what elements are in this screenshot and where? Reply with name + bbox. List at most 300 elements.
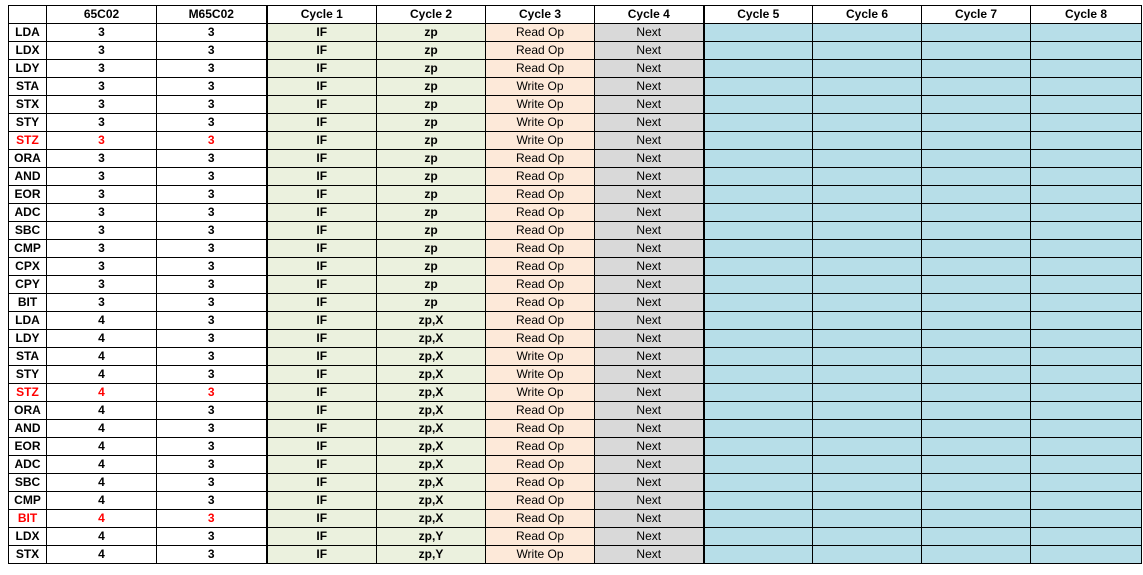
cycle-6-cell <box>813 366 922 384</box>
opcode-cell: LDY <box>9 60 47 78</box>
cycle-4-cell: Next <box>595 348 704 366</box>
cycle-7-cell <box>922 96 1031 114</box>
count-m65c02-cell: 3 <box>157 546 267 564</box>
count-65c02-cell: 3 <box>47 132 157 150</box>
cycle-1-cell: IF <box>267 456 377 474</box>
cycle-4-cell: Next <box>595 384 704 402</box>
cycle-2-cell: zp <box>377 42 486 60</box>
cycle-7-cell <box>922 294 1031 312</box>
cycle-7-cell <box>922 258 1031 276</box>
cycle-5-cell <box>704 312 813 330</box>
cycle-3-cell: Read Op <box>486 492 595 510</box>
cycle-7-cell <box>922 348 1031 366</box>
cycle-1-cell: IF <box>267 384 377 402</box>
cycle-3-cell: Write Op <box>486 132 595 150</box>
count-m65c02-cell: 3 <box>157 42 267 60</box>
count-65c02-cell: 4 <box>47 528 157 546</box>
cycle-4-cell: Next <box>595 114 704 132</box>
table-row <box>9 384 1142 402</box>
opcode-cell: ADC <box>9 204 47 222</box>
cycle-7-cell <box>922 474 1031 492</box>
cycle-1-cell: IF <box>267 330 377 348</box>
count-m65c02-cell: 3 <box>157 258 267 276</box>
count-65c02-cell: 4 <box>47 384 157 402</box>
cycle-1-cell: IF <box>267 96 377 114</box>
cycle-2-cell: zp,X <box>377 348 486 366</box>
cycle-5-cell <box>704 150 813 168</box>
cycle-4-cell: Next <box>595 186 704 204</box>
cycle-4-cell: Next <box>595 276 704 294</box>
count-65c02-cell: 3 <box>47 114 157 132</box>
cycle-5-cell <box>704 114 813 132</box>
cycle-6-cell <box>813 276 922 294</box>
opcode-cell: BIT <box>9 294 47 312</box>
cycle-8-cell <box>1031 24 1142 42</box>
cycle-1-cell: IF <box>267 294 377 312</box>
cycle-8-cell <box>1031 258 1142 276</box>
count-m65c02-cell: 3 <box>157 168 267 186</box>
cycle-6-cell <box>813 330 922 348</box>
cycle-6-cell <box>813 150 922 168</box>
cycle-2-cell: zp <box>377 24 486 42</box>
table-row <box>9 330 1142 348</box>
header-cycle-5: Cycle 5 <box>704 6 813 24</box>
cycle-3-cell: Read Op <box>486 294 595 312</box>
opcode-cell: LDA <box>9 24 47 42</box>
cycle-4-cell: Next <box>595 96 704 114</box>
cycle-2-cell: zp,X <box>377 384 486 402</box>
cycle-5-cell <box>704 258 813 276</box>
table-row <box>9 492 1142 510</box>
cycle-3-cell: Write Op <box>486 114 595 132</box>
table-row <box>9 186 1142 204</box>
cycle-6-cell <box>813 456 922 474</box>
cycle-1-cell: IF <box>267 150 377 168</box>
table-row <box>9 474 1142 492</box>
count-m65c02-cell: 3 <box>157 24 267 42</box>
count-65c02-cell: 3 <box>47 60 157 78</box>
cycle-2-cell: zp <box>377 204 486 222</box>
cycle-7-cell <box>922 150 1031 168</box>
count-65c02-cell: 3 <box>47 150 157 168</box>
cycle-3-cell: Read Op <box>486 276 595 294</box>
cycle-6-cell <box>813 258 922 276</box>
cycle-7-cell <box>922 366 1031 384</box>
cycle-1-cell: IF <box>267 276 377 294</box>
cycle-8-cell <box>1031 150 1142 168</box>
cycle-3-cell: Write Op <box>486 96 595 114</box>
cycle-7-cell <box>922 78 1031 96</box>
table-row <box>9 456 1142 474</box>
count-65c02-cell: 4 <box>47 546 157 564</box>
cycle-4-cell: Next <box>595 150 704 168</box>
cycle-4-cell: Next <box>595 492 704 510</box>
count-65c02-cell: 4 <box>47 312 157 330</box>
opcode-cell: STA <box>9 348 47 366</box>
table-row <box>9 312 1142 330</box>
count-65c02-cell: 4 <box>47 348 157 366</box>
opcode-cell: CMP <box>9 492 47 510</box>
table-row <box>9 276 1142 294</box>
cycle-7-cell <box>922 168 1031 186</box>
cycle-6-cell <box>813 492 922 510</box>
cycle-7-cell <box>922 42 1031 60</box>
cycle-4-cell: Next <box>595 546 704 564</box>
cycle-1-cell: IF <box>267 348 377 366</box>
cycle-6-cell <box>813 546 922 564</box>
count-65c02-cell: 3 <box>47 78 157 96</box>
cycle-1-cell: IF <box>267 114 377 132</box>
cycle-8-cell <box>1031 78 1142 96</box>
opcode-cell: STY <box>9 114 47 132</box>
cycle-2-cell: zp <box>377 114 486 132</box>
cycle-4-cell: Next <box>595 240 704 258</box>
cycle-1-cell: IF <box>267 312 377 330</box>
cycle-6-cell <box>813 60 922 78</box>
cycle-2-cell: zp <box>377 222 486 240</box>
cycle-4-cell: Next <box>595 168 704 186</box>
opcode-cell: SBC <box>9 222 47 240</box>
opcode-cell: STX <box>9 546 47 564</box>
cycle-2-cell: zp,X <box>377 492 486 510</box>
count-m65c02-cell: 3 <box>157 528 267 546</box>
cycle-4-cell: Next <box>595 258 704 276</box>
cycle-3-cell: Read Op <box>486 330 595 348</box>
count-65c02-cell: 3 <box>47 204 157 222</box>
count-m65c02-cell: 3 <box>157 474 267 492</box>
opcode-cell: LDY <box>9 330 47 348</box>
cycle-7-cell <box>922 492 1031 510</box>
cycle-4-cell: Next <box>595 402 704 420</box>
header-65c02: 65C02 <box>47 6 157 24</box>
cycle-3-cell: Read Op <box>486 438 595 456</box>
cycle-8-cell <box>1031 474 1142 492</box>
cycle-6-cell <box>813 510 922 528</box>
count-65c02-cell: 3 <box>47 258 157 276</box>
cycle-5-cell <box>704 42 813 60</box>
cycle-2-cell: zp <box>377 294 486 312</box>
cycle-2-cell: zp,Y <box>377 546 486 564</box>
cycle-5-cell <box>704 474 813 492</box>
cycle-5-cell <box>704 456 813 474</box>
cycle-4-cell: Next <box>595 366 704 384</box>
cycle-8-cell <box>1031 114 1142 132</box>
cycle-5-cell <box>704 438 813 456</box>
cycle-3-cell: Write Op <box>486 546 595 564</box>
count-65c02-cell: 4 <box>47 510 157 528</box>
cycle-4-cell: Next <box>595 420 704 438</box>
opcode-cell: SBC <box>9 474 47 492</box>
cycle-2-cell: zp,X <box>377 474 486 492</box>
cycle-8-cell <box>1031 60 1142 78</box>
table-row <box>9 240 1142 258</box>
cycle-4-cell: Next <box>595 330 704 348</box>
cycle-6-cell <box>813 24 922 42</box>
count-65c02-cell: 4 <box>47 330 157 348</box>
table-row <box>9 294 1142 312</box>
cycle-4-cell: Next <box>595 42 704 60</box>
count-m65c02-cell: 3 <box>157 294 267 312</box>
count-65c02-cell: 3 <box>47 168 157 186</box>
cycle-7-cell <box>922 528 1031 546</box>
cycle-8-cell <box>1031 240 1142 258</box>
count-m65c02-cell: 3 <box>157 276 267 294</box>
opcode-cell: STX <box>9 96 47 114</box>
count-65c02-cell: 3 <box>47 276 157 294</box>
cycle-5-cell <box>704 96 813 114</box>
count-65c02-cell: 3 <box>47 222 157 240</box>
count-m65c02-cell: 3 <box>157 420 267 438</box>
cycle-5-cell <box>704 168 813 186</box>
cycle-8-cell <box>1031 402 1142 420</box>
cycle-2-cell: zp,X <box>377 312 486 330</box>
header-cycle-7: Cycle 7 <box>922 6 1031 24</box>
count-m65c02-cell: 3 <box>157 510 267 528</box>
cycle-3-cell: Read Op <box>486 312 595 330</box>
cycle-5-cell <box>704 60 813 78</box>
cycle-7-cell <box>922 222 1031 240</box>
cycle-3-cell: Read Op <box>486 474 595 492</box>
count-m65c02-cell: 3 <box>157 456 267 474</box>
cycle-2-cell: zp <box>377 168 486 186</box>
cycle-1-cell: IF <box>267 240 377 258</box>
header-cycle-8: Cycle 8 <box>1031 6 1142 24</box>
count-m65c02-cell: 3 <box>157 150 267 168</box>
cycle-4-cell: Next <box>595 78 704 96</box>
cycle-4-cell: Next <box>595 60 704 78</box>
cycle-8-cell <box>1031 204 1142 222</box>
table-row <box>9 402 1142 420</box>
cycle-1-cell: IF <box>267 222 377 240</box>
cycle-3-cell: Read Op <box>486 510 595 528</box>
cycle-1-cell: IF <box>267 204 377 222</box>
cycle-6-cell <box>813 204 922 222</box>
count-65c02-cell: 4 <box>47 438 157 456</box>
table-row <box>9 222 1142 240</box>
cycle-1-cell: IF <box>267 78 377 96</box>
opcode-cell: STY <box>9 366 47 384</box>
count-65c02-cell: 4 <box>47 474 157 492</box>
count-m65c02-cell: 3 <box>157 114 267 132</box>
table-row <box>9 24 1142 42</box>
table-row <box>9 366 1142 384</box>
count-65c02-cell: 3 <box>47 24 157 42</box>
cycle-6-cell <box>813 78 922 96</box>
cycle-1-cell: IF <box>267 546 377 564</box>
cycle-7-cell <box>922 510 1031 528</box>
cycle-4-cell: Next <box>595 24 704 42</box>
cycle-6-cell <box>813 42 922 60</box>
cycle-3-cell: Read Op <box>486 240 595 258</box>
cycle-5-cell <box>704 366 813 384</box>
cycle-8-cell <box>1031 510 1142 528</box>
cycle-2-cell: zp,X <box>377 510 486 528</box>
cycle-8-cell <box>1031 528 1142 546</box>
cycle-2-cell: zp,Y <box>377 528 486 546</box>
cycle-6-cell <box>813 474 922 492</box>
count-65c02-cell: 4 <box>47 366 157 384</box>
opcode-cell: CPY <box>9 276 47 294</box>
table-row <box>9 78 1142 96</box>
cycle-8-cell <box>1031 366 1142 384</box>
cycle-5-cell <box>704 330 813 348</box>
cycle-6-cell <box>813 96 922 114</box>
opcode-cell: AND <box>9 168 47 186</box>
cycle-7-cell <box>922 384 1031 402</box>
opcode-cell: CPX <box>9 258 47 276</box>
cycle-2-cell: zp,X <box>377 420 486 438</box>
count-m65c02-cell: 3 <box>157 78 267 96</box>
header-cycle-2: Cycle 2 <box>377 6 486 24</box>
table-row <box>9 168 1142 186</box>
cycle-6-cell <box>813 348 922 366</box>
cycle-4-cell: Next <box>595 294 704 312</box>
count-65c02-cell: 3 <box>47 294 157 312</box>
cycle-7-cell <box>922 312 1031 330</box>
cycle-5-cell <box>704 546 813 564</box>
cycle-1-cell: IF <box>267 510 377 528</box>
cycle-8-cell <box>1031 420 1142 438</box>
cycle-7-cell <box>922 438 1031 456</box>
cycle-6-cell <box>813 222 922 240</box>
cycle-7-cell <box>922 330 1031 348</box>
cycle-2-cell: zp <box>377 240 486 258</box>
header-cycle-3: Cycle 3 <box>486 6 595 24</box>
cycle-5-cell <box>704 402 813 420</box>
cycle-8-cell <box>1031 222 1142 240</box>
table-row <box>9 438 1142 456</box>
table-row <box>9 96 1142 114</box>
count-m65c02-cell: 3 <box>157 204 267 222</box>
cycle-2-cell: zp <box>377 78 486 96</box>
cycle-1-cell: IF <box>267 420 377 438</box>
cycle-4-cell: Next <box>595 222 704 240</box>
opcode-cell: EOR <box>9 186 47 204</box>
cycle-5-cell <box>704 492 813 510</box>
count-m65c02-cell: 3 <box>157 348 267 366</box>
count-65c02-cell: 4 <box>47 420 157 438</box>
count-m65c02-cell: 3 <box>157 222 267 240</box>
cycle-1-cell: IF <box>267 24 377 42</box>
cycle-2-cell: zp,X <box>377 456 486 474</box>
cycle-1-cell: IF <box>267 438 377 456</box>
cycle-2-cell: zp <box>377 96 486 114</box>
header-cycle-6: Cycle 6 <box>813 6 922 24</box>
cycle-3-cell: Read Op <box>486 222 595 240</box>
cycle-6-cell <box>813 384 922 402</box>
count-m65c02-cell: 3 <box>157 330 267 348</box>
cycle-7-cell <box>922 546 1031 564</box>
count-m65c02-cell: 3 <box>157 366 267 384</box>
cycle-3-cell: Write Op <box>486 384 595 402</box>
cycle-4-cell: Next <box>595 456 704 474</box>
cycle-7-cell <box>922 402 1031 420</box>
cycle-5-cell <box>704 240 813 258</box>
cycle-3-cell: Read Op <box>486 186 595 204</box>
cycle-6-cell <box>813 402 922 420</box>
cycle-6-cell <box>813 168 922 186</box>
cycle-8-cell <box>1031 276 1142 294</box>
cycle-7-cell <box>922 420 1031 438</box>
cycle-8-cell <box>1031 456 1142 474</box>
cycle-8-cell <box>1031 168 1142 186</box>
cycle-3-cell: Write Op <box>486 348 595 366</box>
cycle-8-cell <box>1031 42 1142 60</box>
count-m65c02-cell: 3 <box>157 384 267 402</box>
cycle-5-cell <box>704 186 813 204</box>
cycle-8-cell <box>1031 492 1142 510</box>
cycle-8-cell <box>1031 186 1142 204</box>
count-m65c02-cell: 3 <box>157 186 267 204</box>
cycle-1-cell: IF <box>267 366 377 384</box>
cycle-7-cell <box>922 114 1031 132</box>
cycle-6-cell <box>813 420 922 438</box>
cycle-1-cell: IF <box>267 402 377 420</box>
table-row <box>9 60 1142 78</box>
cycle-7-cell <box>922 132 1031 150</box>
cycle-3-cell: Read Op <box>486 204 595 222</box>
cycle-2-cell: zp,X <box>377 366 486 384</box>
count-m65c02-cell: 3 <box>157 60 267 78</box>
cycle-1-cell: IF <box>267 492 377 510</box>
table-row <box>9 348 1142 366</box>
cycle-5-cell <box>704 528 813 546</box>
cycle-4-cell: Next <box>595 528 704 546</box>
cycle-2-cell: zp,X <box>377 402 486 420</box>
table-row <box>9 420 1142 438</box>
cycle-5-cell <box>704 510 813 528</box>
cycle-7-cell <box>922 60 1031 78</box>
cycle-6-cell <box>813 438 922 456</box>
cycle-7-cell <box>922 276 1031 294</box>
count-m65c02-cell: 3 <box>157 438 267 456</box>
opcode-cell: ORA <box>9 150 47 168</box>
cycle-6-cell <box>813 528 922 546</box>
table-row <box>9 528 1142 546</box>
cycle-2-cell: zp <box>377 186 486 204</box>
cycle-1-cell: IF <box>267 60 377 78</box>
count-65c02-cell: 4 <box>47 492 157 510</box>
cycle-3-cell: Read Op <box>486 168 595 186</box>
table-row <box>9 204 1142 222</box>
cycle-1-cell: IF <box>267 132 377 150</box>
cycle-1-cell: IF <box>267 42 377 60</box>
header-m65c02: M65C02 <box>157 6 267 24</box>
table-row <box>9 114 1142 132</box>
count-m65c02-cell: 3 <box>157 96 267 114</box>
cycle-table <box>8 5 1142 564</box>
table-row <box>9 510 1142 528</box>
cycle-6-cell <box>813 186 922 204</box>
table-row <box>9 42 1142 60</box>
cycle-5-cell <box>704 294 813 312</box>
header-cycle-4: Cycle 4 <box>595 6 704 24</box>
opcode-cell: ADC <box>9 456 47 474</box>
cycle-6-cell <box>813 132 922 150</box>
cycle-6-cell <box>813 240 922 258</box>
cycle-5-cell <box>704 24 813 42</box>
cycle-7-cell <box>922 456 1031 474</box>
count-65c02-cell: 4 <box>47 402 157 420</box>
cycle-3-cell: Read Op <box>486 456 595 474</box>
cycle-7-cell <box>922 24 1031 42</box>
count-65c02-cell: 4 <box>47 456 157 474</box>
cycle-5-cell <box>704 276 813 294</box>
cycle-8-cell <box>1031 132 1142 150</box>
cycle-5-cell <box>704 78 813 96</box>
count-65c02-cell: 3 <box>47 240 157 258</box>
cycle-3-cell: Read Op <box>486 258 595 276</box>
